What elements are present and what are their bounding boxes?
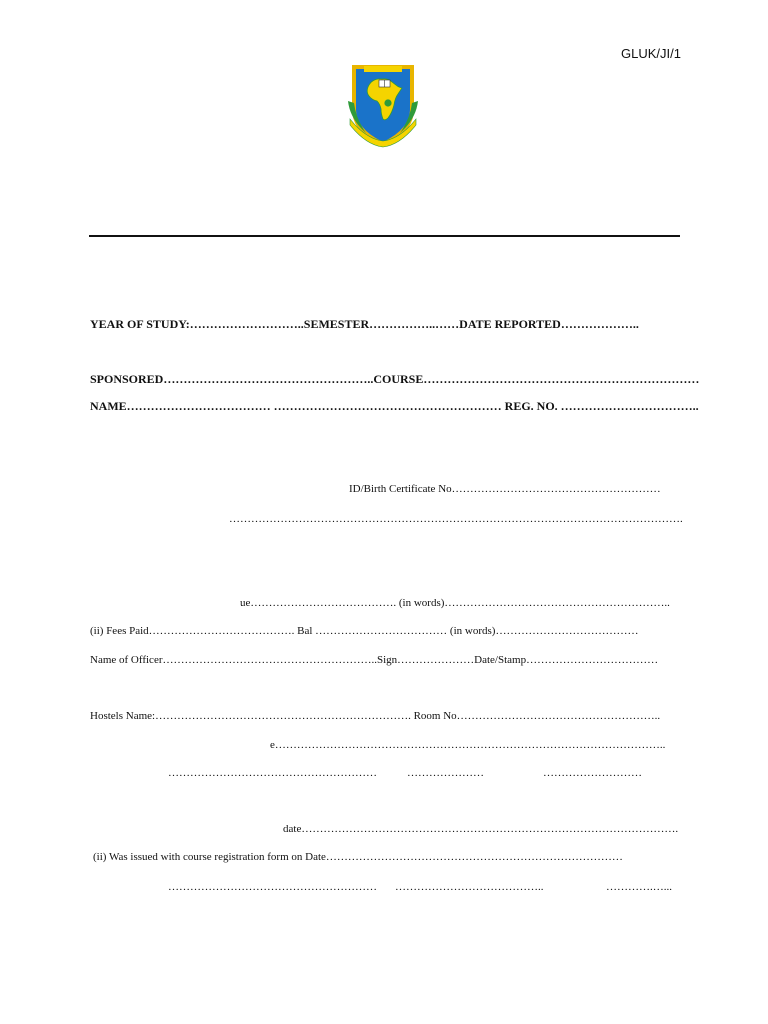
id-birth-cert-line: ID/Birth Certificate No………………………………………………… (349, 483, 661, 495)
signature-row-2-b: ………………………………….. (395, 881, 544, 893)
dotted-line-a: ……………………………………………………………………………………………………………. (229, 513, 683, 525)
document-code: GLUK/JI/1 (621, 46, 681, 61)
header-divider (89, 235, 680, 237)
fees-paid-line: (ii) Fees Paid…………………………………. Bal ……………………………… (in words)………………………………… (90, 625, 639, 637)
sponsored-course-line: SPONSORED……………………………………………..COURSE…………………………………………………………… (90, 372, 700, 386)
hostel-continued-line: e…………………………………………………………………………………………….. (270, 739, 666, 751)
fees-due-line: ue…………………………………. (in words)…………………………………………………….. (240, 597, 670, 609)
signature-row-2-c: ………….…... (606, 881, 672, 893)
name-regno-line: NAME……………………………… ………………………………………………… REG. NO. …………………………….. (90, 399, 699, 413)
signature-row-1-b: ………………… (407, 767, 484, 779)
signature-row-1-c: ……………………… (543, 767, 642, 779)
seal-icon (384, 99, 392, 107)
top-banner (364, 66, 402, 72)
date-line: date…………………………………………………………………………………………. (283, 823, 679, 835)
signature-row-2-a: ………………………………………………… (168, 881, 377, 893)
signature-row-1-a: ………………………………………………… (168, 767, 377, 779)
hostel-line: Hostels Name:……………………………………………………………. Room No……………………………………………….. (90, 710, 661, 722)
issued-line: (ii) Was issued with course registration form on Date……………………………………………………………………… (93, 851, 623, 863)
officer-line: Name of Officer…………………………………………………..Sign…………………Date/Stamp……………………………… (90, 654, 659, 666)
university-logo (346, 63, 420, 149)
year-semester-line: YEAR OF STUDY:………………………..SEMESTER……………..……DATE REPORTED……………….. (90, 317, 639, 331)
